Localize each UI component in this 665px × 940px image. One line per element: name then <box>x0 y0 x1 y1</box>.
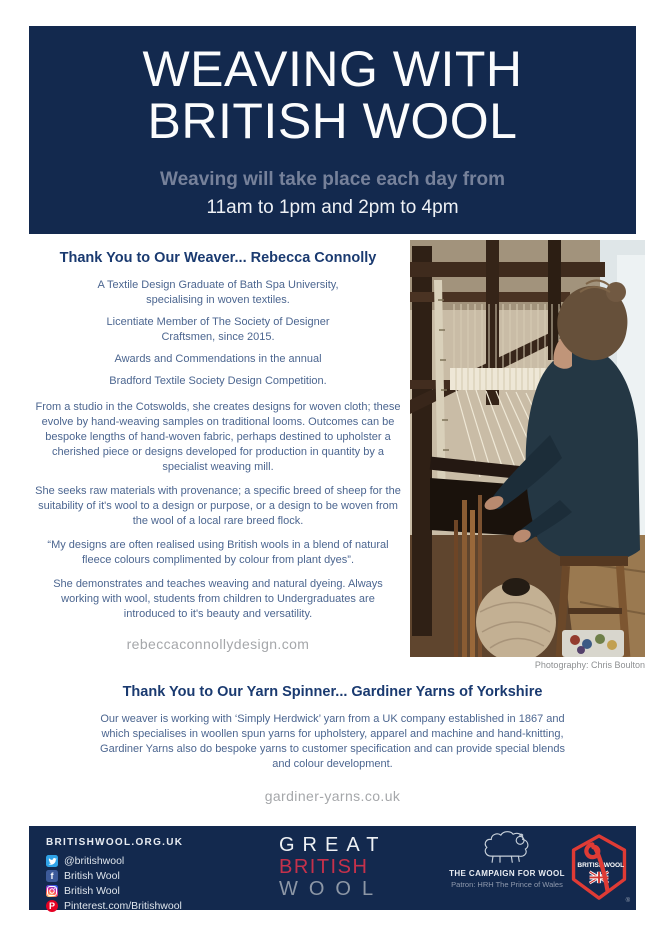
badge-word-left: BRITISH <box>577 862 604 870</box>
photo-credit: Photography: Chris Boulton <box>534 660 645 670</box>
weaver-bio-line: Bradford Textile Society Design Competition. <box>109 375 327 387</box>
footer-contact-block <box>46 837 183 912</box>
poster-title <box>29 43 636 147</box>
pinterest-icon: P <box>46 900 58 912</box>
britishwool-url-link[interactable]: BRITISHWOOL.ORG.UK <box>46 837 184 848</box>
badge-word-right: WOOL <box>603 862 625 870</box>
social-label: British Wool <box>64 885 120 897</box>
instagram-icon <box>46 885 58 897</box>
hero-banner <box>29 26 636 234</box>
weaver-website-link[interactable]: rebeccaconnollydesign.com <box>126 636 310 652</box>
weaver-bio-line: Awards and Commendations in the annual <box>114 353 322 365</box>
schedule-intro: Weaving will take place each day from <box>160 169 505 190</box>
weaver-photo <box>410 240 645 670</box>
british-wool-crest-icon <box>566 831 632 905</box>
weaver-quote: “My designs are often realised using British wools in a blend of natural fleece colours complimented by colour from plant dyes”. <box>47 539 389 566</box>
weaver-section <box>35 250 401 652</box>
great-british-wool-logo <box>279 834 386 900</box>
campaign-for-wool-logo <box>444 829 570 889</box>
weaver-paragraph: From a studio in the Cotswolds, she creates designs for woven cloth; these evolve by hand-weaving samples on traditional looms. Outcomes can be bespoke lengths of hand-woven fabric, perhaps destined to upholster a cherished piece or designs developed for production in quantity by a specialist weaving mill. <box>35 401 401 473</box>
spinner-heading: Thank You to Our Yarn Spinner... Gardiner Yarns of Yorkshire <box>122 684 543 700</box>
registered-mark: ® <box>625 896 631 904</box>
spinner-section <box>0 684 665 804</box>
gbw-logo-line: BRITISH <box>279 856 369 878</box>
gbw-logo-line: GREAT <box>279 834 387 856</box>
social-label: British Wool <box>64 870 120 882</box>
social-link-instagram[interactable] <box>46 885 183 897</box>
footer-banner <box>29 826 636 910</box>
social-link-facebook[interactable] <box>46 870 183 882</box>
poster-title-line1: WEAVING WITH <box>142 41 523 97</box>
weaver-paragraph: She demonstrates and teaches weaving and natural dyeing. Always working with wool, students from children to Undergraduates are introduced to it's beauty and versatility. <box>53 578 383 620</box>
weaver-heading: Thank You to Our Weaver... Rebecca Connolly <box>59 250 377 266</box>
spinner-paragraph: Our weaver is working with ‘Simply Herdwick’ yarn from a UK company established in 1867 and which specialises in woollen spun yarns for upholstery, apparel and machine and hand-knitting, Gardiner Yarns also do bespoke yarns to customer specification and can provide special blends and colour development. <box>100 713 565 770</box>
social-link-twitter[interactable] <box>46 855 183 867</box>
social-links <box>46 855 183 912</box>
british-wool-badge <box>566 831 632 905</box>
sheep-icon <box>480 829 534 864</box>
facebook-icon: f <box>46 870 58 882</box>
weaver-bio-line: Licentiate Member of The Society of Designer Craftsmen, since 2015. <box>106 316 330 343</box>
weaver-paragraphs <box>35 400 401 622</box>
weaver-paragraph: She seeks raw materials with provenance; a specific breed of sheep for the suitability of it's wool to a design or purpose, or a design to be woven from the wool of a local rare breed flock. <box>35 485 401 527</box>
poster-title-line2: BRITISH WOOL <box>147 93 518 149</box>
twitter-icon <box>46 855 58 867</box>
weaver-bio-line: A Textile Design Graduate of Bath Spa University, specialising in woven textiles. <box>97 279 339 306</box>
gbw-logo-line: WOOL <box>279 878 385 900</box>
campaign-patron: Patron: HRH The Prince of Wales <box>451 880 563 889</box>
social-link-pinterest[interactable] <box>46 900 183 912</box>
schedule-times: 11am to 1pm and 2pm to 4pm <box>206 197 459 218</box>
social-label: Pinterest.com/Britishwool <box>64 900 182 912</box>
loom-photo-illustration <box>410 240 645 657</box>
spinner-website-link[interactable]: gardiner-yarns.co.uk <box>264 788 401 804</box>
campaign-title: THE CAMPAIGN FOR WOOL <box>449 869 565 878</box>
social-label: @britishwool <box>64 855 125 867</box>
